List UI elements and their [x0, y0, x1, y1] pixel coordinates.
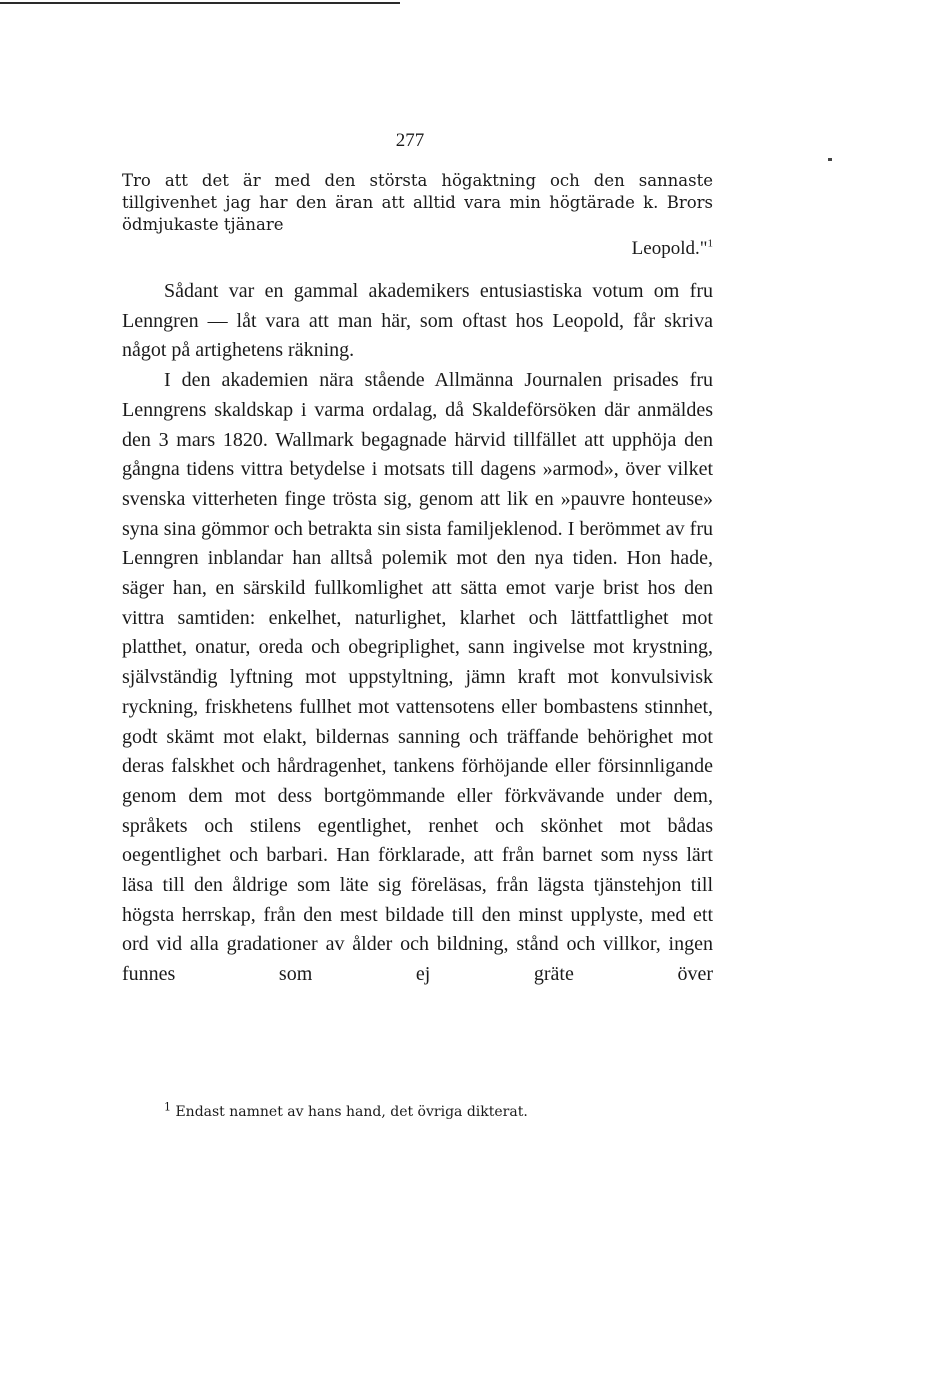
footnote-marker: 1 [164, 1100, 171, 1114]
footnote [122, 1100, 713, 1120]
footnote-reference: 1 [707, 237, 713, 250]
margin-mark [828, 158, 832, 161]
paragraph-1: Sådant var en gammal akademikers entusiastiska votum om fru Lenngren — låt vara att man här, som oftast hos Leopold, får skriva något på artighetens räkning. [122, 280, 713, 362]
main-text [122, 277, 713, 990]
letter-text: Tro att det är med den största högaktning och den sannaste tillgivenhet jag har den äran att alltid vara min högtärade k. Brors ödmjukaste tjänare [122, 171, 713, 234]
top-rule [0, 2, 400, 4]
paragraph-2: I den akademien nära stående Allmänna Journalen prisades fru Lenngrens skaldskap i varma ordalag, då Skaldeförsöken där anmäldes den 3 mars 1820. Wallmark begagnade härvid tillfället att upphöja den gångna tidens vittra betydelse i motsats till dagens »armod», över vilket svenska vitterheten finge trösta sig, genom att lik en »pauvre honteuse» syna sina gömmor och betrakta sin sista familjeklenod. I berömmet av fru Lenngren inblandar han alltså polemik mot den nya tiden. Hon hade, säger han, en särskild fullkomlighet att sätta emot varje brist hos den vittra samtiden: enkelhet, naturlighet, klarhet och lättfattlighet mot platthet, onatur, oreda och obegriplighet, sann ingivelse mot krystning, självständig lyftning mot uppstyltning, jämn kraft mot konvulsivisk ryckning, friskhetens fullhet mot vattensotens eller bombastens stinnhet, godt skämt mot elakt, bildernas sanning och träffande behörighet mot deras falskhet och hårdragenhet, tankens förhöjande eller försinnligande genom dem mot dess bortgömmande eller förkvävande under dem, språkets och stilens egentlighet, renhet och skönhet mot bådas oegentlighet och barbari. Han förklarade, att från barnet som nyss lärt läsa till den åldrige som läte sig föreläsas, från lägsta tjänstehjon till högsta herrskap, från den mest bildade till den minst upplyste, med ett ord vid alla gradationer av ålder och bildning, stånd och villkor, ingen funnes som ej gräte över [122, 369, 713, 986]
letter-signature: Leopold." [631, 238, 708, 259]
footnote-text: Endast namnet av hans hand, det övriga dikterat. [175, 1104, 528, 1120]
page-number: 277 [395, 130, 425, 151]
letter-signature-line [122, 238, 713, 260]
letter-closing [122, 170, 713, 260]
